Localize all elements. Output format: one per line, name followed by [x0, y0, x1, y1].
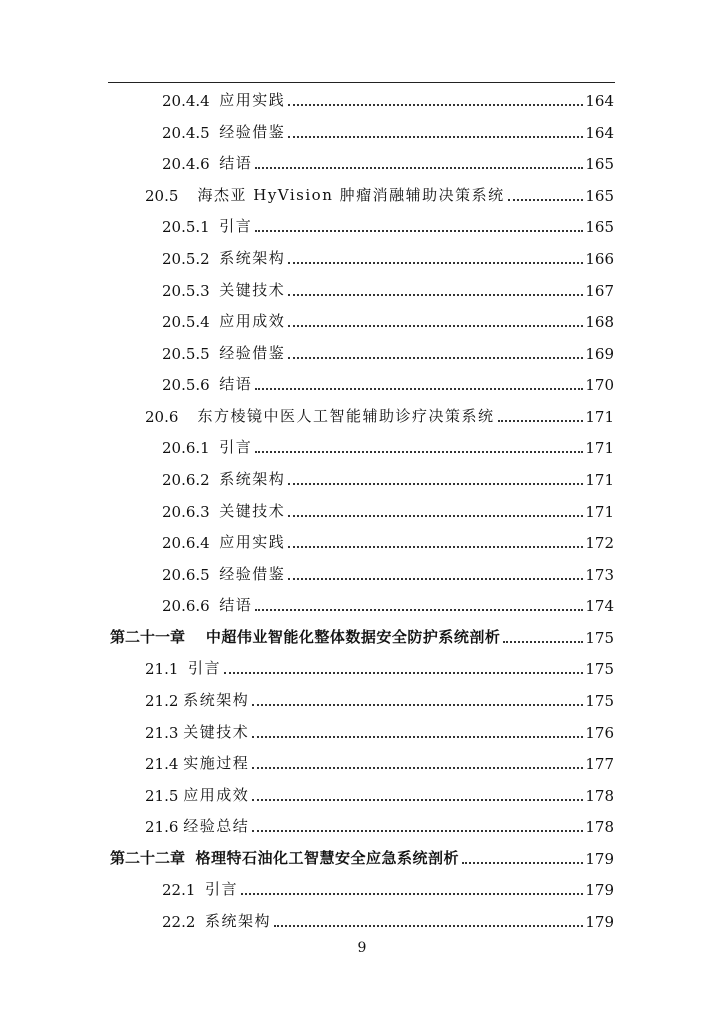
- toc-entry-number: 20.5.5: [162, 345, 210, 363]
- toc-entry-number: 21.1: [145, 660, 179, 678]
- toc-entry-number: 20.4.5: [162, 124, 210, 142]
- toc-entry-number: 20.6: [145, 408, 179, 426]
- toc-leader-dots: [288, 262, 583, 264]
- toc-entry[interactable]: [162, 528, 614, 552]
- toc-entry[interactable]: [162, 118, 614, 142]
- toc-leader-dots: [503, 641, 583, 643]
- toc-entry-page: 172: [585, 534, 614, 552]
- toc-entry-number: 20.5.4: [162, 313, 210, 331]
- toc-entry-page: 178: [585, 818, 614, 836]
- toc-entry-number: 21.6: [145, 818, 179, 836]
- toc-entry-number: 21.3: [145, 724, 179, 742]
- toc-entry[interactable]: [145, 749, 614, 773]
- toc-entry[interactable]: [162, 339, 614, 363]
- toc-entry-title: 系统架构: [219, 470, 286, 488]
- toc-entry-number: 20.5.3: [162, 282, 210, 300]
- toc-entry-page: 165: [585, 155, 614, 173]
- toc-entry-title: 海杰亚 HyVision 肿瘤消融辅助决策系统: [197, 186, 505, 204]
- toc-leader-dots: [274, 925, 583, 927]
- toc-entry[interactable]: [162, 86, 614, 110]
- toc-entry-page: 171: [585, 408, 614, 426]
- toc-entry-page: 164: [585, 124, 614, 142]
- toc-entry[interactable]: [162, 591, 614, 615]
- toc-leader-dots: [252, 830, 583, 832]
- toc-entry-page: 168: [585, 313, 614, 331]
- toc-leader-dots: [255, 230, 583, 232]
- toc-leader-dots: [288, 515, 583, 517]
- toc-leader-dots: [288, 104, 583, 106]
- toc-entry[interactable]: [145, 781, 614, 805]
- toc-leader-dots: [288, 578, 583, 580]
- toc-entry-title: 经验借鉴: [219, 344, 286, 362]
- toc-leader-dots: [462, 862, 583, 864]
- toc-entry[interactable]: [162, 276, 614, 300]
- toc-entry-number: 第二十一章: [110, 628, 186, 646]
- toc-entry-number: 20.5.6: [162, 376, 210, 394]
- toc-entry-number: 22.2: [162, 913, 196, 931]
- toc-entry-title: 中超伟业智能化整体数据安全防护系统剖析: [205, 628, 501, 646]
- toc-entry-page: 177: [585, 755, 614, 773]
- toc-entry-number: 20.5: [145, 187, 179, 205]
- toc-leader-dots: [288, 357, 583, 359]
- toc-entry-page: 175: [585, 660, 614, 678]
- toc-entry[interactable]: [145, 718, 614, 742]
- toc-entry[interactable]: [162, 244, 614, 268]
- toc-leader-dots: [498, 420, 584, 422]
- toc-entry-page: 166: [585, 250, 614, 268]
- toc-entry-title: 结语: [219, 596, 253, 614]
- toc-entry-number: 20.5.2: [162, 250, 210, 268]
- toc-entry[interactable]: [162, 370, 614, 394]
- toc-entry-page: 173: [585, 566, 614, 584]
- toc-leader-dots: [252, 704, 583, 706]
- toc-leader-dots: [255, 451, 583, 453]
- toc-entry[interactable]: [145, 812, 614, 836]
- toc-entry-title: 系统架构: [204, 912, 271, 930]
- toc-entry-number: 22.1: [162, 881, 196, 899]
- toc-entry-page: 176: [585, 724, 614, 742]
- toc-entry-title: 引言: [204, 880, 238, 898]
- toc-entry-page: 174: [585, 597, 614, 615]
- toc-entry-page: 167: [585, 282, 614, 300]
- toc-leader-dots: [224, 672, 583, 674]
- toc-entry-page: 165: [585, 218, 614, 236]
- toc-entry[interactable]: [162, 560, 614, 584]
- toc-entry-page: 171: [585, 471, 614, 489]
- toc-leader-dots: [288, 325, 583, 327]
- toc-entry-page: 178: [585, 787, 614, 805]
- toc-entry-title: 结语: [219, 154, 253, 172]
- toc-leader-dots: [288, 136, 583, 138]
- toc-entry-title: 应用实践: [219, 533, 286, 551]
- toc-entry-title: 引言: [219, 438, 253, 456]
- toc-leader-dots: [252, 799, 583, 801]
- toc-entry-title: 系统架构: [183, 691, 250, 709]
- toc-entry-title: 经验借鉴: [219, 123, 286, 141]
- toc-leader-dots: [288, 294, 583, 296]
- toc-entry[interactable]: [162, 875, 614, 899]
- toc-entry-number: 20.6.5: [162, 566, 210, 584]
- toc-chapter-entry[interactable]: [110, 844, 614, 868]
- toc-entry-title: 关键技术: [219, 502, 286, 520]
- toc-leader-dots: [288, 483, 583, 485]
- toc-entry-title: 关键技术: [219, 281, 286, 299]
- toc-entry-number: 20.4.4: [162, 92, 210, 110]
- toc-leader-dots: [241, 893, 583, 895]
- toc-entry-title: 系统架构: [219, 249, 286, 267]
- header-rule: [108, 82, 615, 83]
- toc-entry-page: 179: [585, 913, 614, 931]
- toc-entry[interactable]: [162, 907, 614, 931]
- toc-entry[interactable]: [162, 149, 614, 173]
- toc-entry-number: 20.6.4: [162, 534, 210, 552]
- toc-entry-page: 175: [585, 629, 614, 647]
- toc-entry[interactable]: [162, 465, 614, 489]
- toc-entry-title: 格理特石油化工智慧安全应急系统剖析: [195, 849, 459, 867]
- toc-entry-title: 应用成效: [219, 312, 286, 330]
- toc-entry-page: 179: [585, 850, 614, 868]
- toc-entry-page: 164: [585, 92, 614, 110]
- toc-entry-title: 引言: [219, 217, 253, 235]
- toc-entry-title: 东方棱镜中医人工智能辅助诊疗决策系统: [197, 407, 495, 425]
- toc-leader-dots: [252, 767, 583, 769]
- page-number: 9: [357, 940, 367, 956]
- toc-entry-title: 关键技术: [183, 723, 250, 741]
- toc-entry-number: 20.6.2: [162, 471, 210, 489]
- toc-entry-number: 第二十二章: [110, 849, 186, 867]
- toc-entry[interactable]: [145, 686, 614, 710]
- toc-leader-dots: [508, 199, 584, 201]
- toc-leader-dots: [252, 736, 583, 738]
- toc-leader-dots: [288, 546, 583, 548]
- toc-entry-number: 20.6.1: [162, 439, 210, 457]
- toc-entry-number: 20.6.3: [162, 503, 210, 521]
- toc-entry-number: 21.5: [145, 787, 179, 805]
- toc-entry-title: 结语: [219, 375, 253, 393]
- toc-entry[interactable]: [145, 654, 614, 678]
- toc-entry-number: 20.6.6: [162, 597, 210, 615]
- toc-entry-title: 经验总结: [183, 817, 250, 835]
- toc-entry-page: 171: [585, 503, 614, 521]
- toc-entry[interactable]: [162, 212, 614, 236]
- toc-entry[interactable]: [145, 402, 614, 426]
- toc-entry-title: 引言: [187, 659, 221, 677]
- toc-leader-dots: [255, 388, 583, 390]
- toc-entry-page: 175: [585, 692, 614, 710]
- toc-entry-number: 20.5.1: [162, 218, 210, 236]
- toc-entry-page: 165: [585, 187, 614, 205]
- toc-entry-page: 169: [585, 345, 614, 363]
- toc-leader-dots: [255, 609, 583, 611]
- toc-entry-title: 经验借鉴: [219, 565, 286, 583]
- toc-entry[interactable]: [162, 307, 614, 331]
- toc-entry-page: 170: [585, 376, 614, 394]
- toc-entry-number: 21.2: [145, 692, 179, 710]
- toc-entry-title: 应用实践: [219, 91, 286, 109]
- toc-entry[interactable]: [162, 497, 614, 521]
- toc-entry-number: 21.4: [145, 755, 179, 773]
- toc-entry-number: 20.4.6: [162, 155, 210, 173]
- toc-entry[interactable]: [162, 433, 614, 457]
- toc-leader-dots: [255, 167, 583, 169]
- toc-entry-title: 实施过程: [183, 754, 250, 772]
- toc-entry-title: 应用成效: [183, 786, 250, 804]
- toc-chapter-entry[interactable]: [110, 623, 614, 647]
- toc-entry-page: 179: [585, 881, 614, 899]
- toc-entry-page: 171: [585, 439, 614, 457]
- toc-entry[interactable]: [145, 181, 614, 205]
